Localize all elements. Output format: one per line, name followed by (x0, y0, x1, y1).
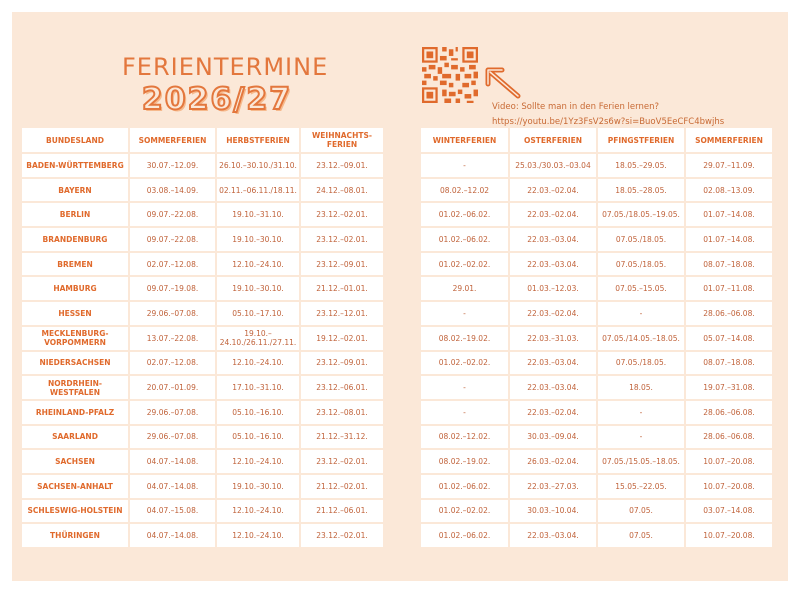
osterferien-cell: 25.03./30.03.–03.04 (510, 154, 596, 177)
winterferien-cell: - (421, 376, 508, 399)
sommerferien-cell: 29.06.–07.08. (130, 426, 215, 449)
qr-code-icon[interactable] (422, 47, 478, 103)
pfingstferien-cell: 07.05./15.05.–18.05. (598, 450, 684, 473)
table-row (22, 500, 383, 523)
table-row (22, 154, 383, 177)
table-row (421, 154, 772, 177)
table-row (421, 401, 772, 424)
table-row (421, 426, 772, 449)
sommerferien-cell: 10.07.–20.08. (686, 524, 772, 547)
sommerferien-cell: 09.07.–22.08. (130, 228, 215, 251)
state-name: THÜRINGEN (22, 524, 128, 547)
pfingstferien-cell: 07.05./18.05. (598, 228, 684, 251)
weihnachtsferien-cell: 23.12.–09.01. (301, 154, 383, 177)
weihnachtsferien-cell: 23.12.–02.01. (301, 450, 383, 473)
table-row (421, 450, 772, 473)
state-name: SAARLAND (22, 426, 128, 449)
herbstferien-cell: 26.10.–30.10./31.10. (217, 154, 299, 177)
weihnachtsferien-cell: 21.12.–06.01. (301, 500, 383, 523)
herbstferien-cell: 05.10.–16.10. (217, 401, 299, 424)
table-row (421, 302, 772, 325)
sommerferien-cell: 04.07.–14.08. (130, 450, 215, 473)
sommerferien-cell: 08.07.–18.08. (686, 352, 772, 375)
winterferien-cell: 01.02.–06.02. (421, 203, 508, 226)
herbstferien-cell: 19.10.– 24.10./26.11./27.11. (217, 327, 299, 350)
column-header: OSTERFERIEN (510, 128, 596, 152)
sommerferien-cell: 28.06.–06.08. (686, 302, 772, 325)
osterferien-cell: 22.03.–03.04. (510, 376, 596, 399)
herbstferien-cell: 19.10.–30.10. (217, 475, 299, 498)
winterferien-cell: 01.02.–06.02. (421, 475, 508, 498)
table-row (421, 500, 772, 523)
weihnachtsferien-cell: 21.12.–01.01. (301, 277, 383, 300)
sommerferien-cell: 04.07.–14.08. (130, 524, 215, 547)
weihnachtsferien-cell: 19.12.–02.01. (301, 327, 383, 350)
weihnachtsferien-cell: 23.12.–08.01. (301, 401, 383, 424)
table-row (421, 327, 772, 350)
video-label: Video: Sollte man in den Ferien lernen? (492, 102, 659, 112)
title-block (122, 52, 329, 118)
osterferien-cell: 01.03.–12.03. (510, 277, 596, 300)
sommerferien-cell: 01.07.–11.08. (686, 277, 772, 300)
state-name: BAYERN (22, 179, 128, 202)
table-row (22, 450, 383, 473)
herbstferien-cell: 17.10.–31.10. (217, 376, 299, 399)
table-row (22, 327, 383, 350)
winterferien-cell: 08.02.–19.02. (421, 327, 508, 350)
arrow-icon (482, 64, 522, 100)
pfingstferien-cell: - (598, 426, 684, 449)
herbstferien-cell: 19.10.–31.10. (217, 203, 299, 226)
weihnachtsferien-cell: 23.12.–02.01. (301, 524, 383, 547)
sommerferien-cell: 04.07.–15.08. (130, 500, 215, 523)
pfingstferien-cell: 07.05. (598, 524, 684, 547)
table-row (22, 253, 383, 276)
state-name: BERLIN (22, 203, 128, 226)
herbstferien-cell: 02.11.–06.11./18.11. (217, 179, 299, 202)
sommerferien-cell: 29.07.–11.09. (686, 154, 772, 177)
holiday-table-left (20, 126, 385, 549)
table-row (421, 253, 772, 276)
sommerferien-cell: 20.07.–01.09. (130, 376, 215, 399)
state-name: HESSEN (22, 302, 128, 325)
osterferien-cell: 26.03.–02.04. (510, 450, 596, 473)
osterferien-cell: 22.03.–27.03. (510, 475, 596, 498)
weihnachtsferien-cell: 23.12.–02.01. (301, 203, 383, 226)
table-row (421, 228, 772, 251)
state-name: SCHLESWIG-HOLSTEIN (22, 500, 128, 523)
sommerferien-cell: 09.07.–22.08. (130, 203, 215, 226)
weihnachtsferien-cell: 23.12.–09.01. (301, 352, 383, 375)
osterferien-cell: 30.03.–09.04. (510, 426, 596, 449)
herbstferien-cell: 12.10.–24.10. (217, 253, 299, 276)
state-name: BREMEN (22, 253, 128, 276)
sommerferien-cell: 05.07.–14.08. (686, 327, 772, 350)
table-row (22, 277, 383, 300)
sommerferien-cell: 19.07.–31.08. (686, 376, 772, 399)
herbstferien-cell: 12.10.–24.10. (217, 524, 299, 547)
table-row (22, 524, 383, 547)
winterferien-cell: 01.02.–06.02. (421, 228, 508, 251)
osterferien-cell: 22.03.–03.04. (510, 228, 596, 251)
winterferien-cell: - (421, 154, 508, 177)
table-row (22, 401, 383, 424)
table-row (421, 277, 772, 300)
herbstferien-cell: 12.10.–24.10. (217, 352, 299, 375)
osterferien-cell: 22.03.–03.04. (510, 524, 596, 547)
sommerferien-cell: 02.07.–12.08. (130, 352, 215, 375)
state-name: BRANDENBURG (22, 228, 128, 251)
video-link[interactable]: https://youtu.be/1Yz3FsV2s6w?si=BuoV5EeCFC4bwjhs (492, 117, 725, 127)
pfingstferien-cell: 07.05.–15.05. (598, 277, 684, 300)
winterferien-cell: 01.02.–02.02. (421, 500, 508, 523)
table-row (22, 352, 383, 375)
table-row (22, 426, 383, 449)
winterferien-cell: - (421, 401, 508, 424)
state-name: BADEN-WÜRTTEMBERG (22, 154, 128, 177)
column-header: SOMMERFERIEN (130, 128, 215, 152)
weihnachtsferien-cell: 23.12.–09.01. (301, 253, 383, 276)
winterferien-cell: 01.02.–02.02. (421, 352, 508, 375)
winterferien-cell: 08.02.–12.02 (421, 179, 508, 202)
table-row (421, 524, 772, 547)
sommerferien-cell: 03.07.–14.08. (686, 500, 772, 523)
table-row (22, 302, 383, 325)
page-background (12, 12, 788, 581)
state-name: HAMBURG (22, 277, 128, 300)
sommerferien-cell: 02.07.–12.08. (130, 253, 215, 276)
state-name: MECKLENBURG- VORPOMMERN (22, 327, 128, 350)
sommerferien-cell: 03.08.–14.09. (130, 179, 215, 202)
sommerferien-cell: 29.06.–07.08. (130, 401, 215, 424)
weihnachtsferien-cell: 21.12.–31.12. (301, 426, 383, 449)
state-name: SACHSEN (22, 450, 128, 473)
table-row (22, 228, 383, 251)
column-header: WEIHNACHTS- FERIEN (301, 128, 383, 152)
state-name: NIEDERSACHSEN (22, 352, 128, 375)
table-row (22, 475, 383, 498)
state-name: SACHSEN-ANHALT (22, 475, 128, 498)
state-name: NORDRHEIN- WESTFALEN (22, 376, 128, 399)
winterferien-cell: 29.01. (421, 277, 508, 300)
pfingstferien-cell: 07.05./18.05. (598, 253, 684, 276)
winterferien-cell: 01.02.–02.02. (421, 253, 508, 276)
table-row (421, 376, 772, 399)
sommerferien-cell: 08.07.–18.08. (686, 253, 772, 276)
sommerferien-cell: 04.07.–14.08. (130, 475, 215, 498)
pfingstferien-cell: - (598, 401, 684, 424)
sommerferien-cell: 09.07.–19.08. (130, 277, 215, 300)
weihnachtsferien-cell: 23.12.–02.01. (301, 228, 383, 251)
winterferien-cell: 08.02.–12.02. (421, 426, 508, 449)
osterferien-cell: 22.03.–03.04. (510, 352, 596, 375)
column-header: BUNDESLAND (22, 128, 128, 152)
pfingstferien-cell: - (598, 302, 684, 325)
weihnachtsferien-cell: 21.12.–02.01. (301, 475, 383, 498)
weihnachtsferien-cell: 24.12.–08.01. (301, 179, 383, 202)
pfingstferien-cell: 18.05.–28.05. (598, 179, 684, 202)
sommerferien-cell: 28.06.–06.08. (686, 426, 772, 449)
osterferien-cell: 22.03.–02.04. (510, 302, 596, 325)
table-row (421, 475, 772, 498)
sommerferien-cell: 10.07.–20.08. (686, 450, 772, 473)
osterferien-cell: 22.03.–02.04. (510, 179, 596, 202)
winterferien-cell: - (421, 302, 508, 325)
table-row (22, 376, 383, 399)
table-row (421, 179, 772, 202)
herbstferien-cell: 19.10.–30.10. (217, 228, 299, 251)
osterferien-cell: 22.03.–02.04. (510, 203, 596, 226)
winterferien-cell: 01.02.–06.02. (421, 524, 508, 547)
weihnachtsferien-cell: 23.12.–12.01. (301, 302, 383, 325)
sommerferien-cell: 28.06.–06.08. (686, 401, 772, 424)
winterferien-cell: 08.02.–19.02. (421, 450, 508, 473)
herbstferien-cell: 12.10.–24.10. (217, 500, 299, 523)
table-row (22, 203, 383, 226)
page-subtitle-year: 2026/27 (141, 82, 293, 117)
osterferien-cell: 22.03.–03.04. (510, 253, 596, 276)
herbstferien-cell: 05.10.–16.10. (217, 426, 299, 449)
table-row (421, 203, 772, 226)
sommerferien-cell: 10.07.–20.08. (686, 475, 772, 498)
column-header: WINTERFERIEN (421, 128, 508, 152)
column-header: SOMMERFERIEN (686, 128, 772, 152)
sommerferien-cell: 01.07.–14.08. (686, 203, 772, 226)
osterferien-cell: 30.03.–10.04. (510, 500, 596, 523)
pfingstferien-cell: 15.05.–22.05. (598, 475, 684, 498)
page-title: FERIENTERMINE (122, 53, 329, 81)
sommerferien-cell: 01.07.–14.08. (686, 228, 772, 251)
table-row (421, 352, 772, 375)
herbstferien-cell: 05.10.–17.10. (217, 302, 299, 325)
pfingstferien-cell: 07.05. (598, 500, 684, 523)
holiday-table-right (419, 126, 774, 549)
sommerferien-cell: 29.06.–07.08. (130, 302, 215, 325)
pfingstferien-cell: 07.05./14.05.–18.05. (598, 327, 684, 350)
table-row (22, 179, 383, 202)
column-header: PFINGSTFERIEN (598, 128, 684, 152)
sommerferien-cell: 02.08.–13.09. (686, 179, 772, 202)
osterferien-cell: 22.03.–02.04. (510, 401, 596, 424)
pfingstferien-cell: 07.05./18.05.–19.05. (598, 203, 684, 226)
osterferien-cell: 22.03.–31.03. (510, 327, 596, 350)
column-header: HERBSTFERIEN (217, 128, 299, 152)
weihnachtsferien-cell: 23.12.–06.01. (301, 376, 383, 399)
pfingstferien-cell: 18.05.–29.05. (598, 154, 684, 177)
herbstferien-cell: 12.10.–24.10. (217, 450, 299, 473)
state-name: RHEINLAND-PFALZ (22, 401, 128, 424)
sommerferien-cell: 13.07.–22.08. (130, 327, 215, 350)
herbstferien-cell: 19.10.–30.10. (217, 277, 299, 300)
pfingstferien-cell: 07.05./18.05. (598, 352, 684, 375)
pfingstferien-cell: 18.05. (598, 376, 684, 399)
sommerferien-cell: 30.07.–12.09. (130, 154, 215, 177)
